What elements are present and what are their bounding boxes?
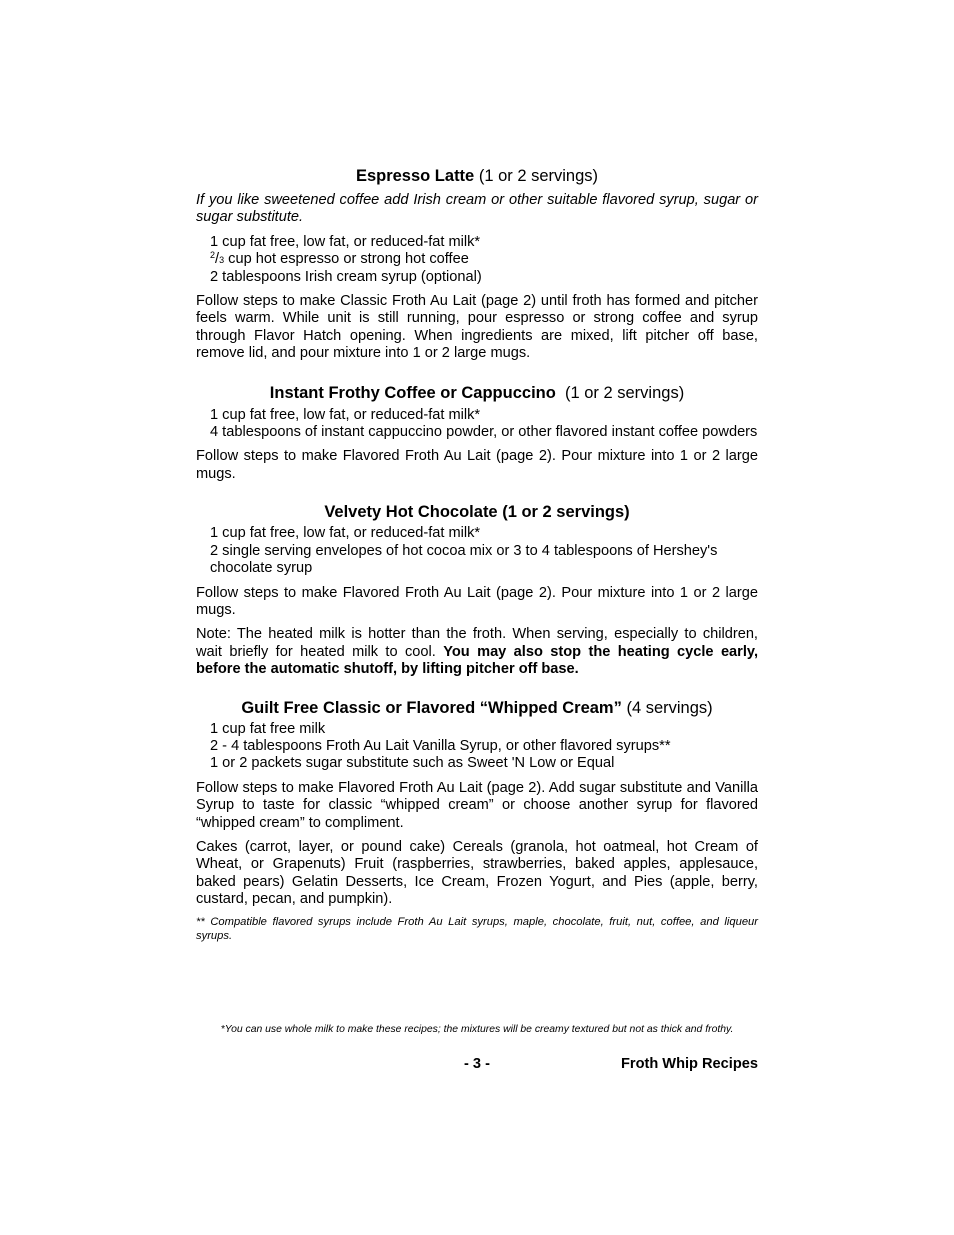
ingredient-list	[196, 525, 758, 577]
ingredient-text: cup hot espresso or strong hot coffee	[228, 251, 469, 268]
recipe-servings: (1 or 2 servings)	[478, 167, 599, 185]
recipe-heading-espresso-latte	[196, 166, 758, 187]
ingredient-item: 1 or 2 packets sugar substitute such as Sweet 'N Low or Equal	[210, 755, 615, 772]
recipe-directions: Follow steps to make Classic Froth Au Lait (page 2) until froth has formed and pitcher feels warm. While unit is still running, pour espresso or strong coffee and syrup through Flavor Hatch opening. When ingredients are mixed, lift pitcher off base, remove lid, and pour mixture into 1 or 2 large mugs.	[196, 293, 758, 362]
recipe-heading-whipped-cream	[196, 698, 758, 719]
ingredient-list	[196, 407, 758, 442]
ingredient-item	[210, 251, 758, 268]
ingredient-list	[196, 234, 758, 286]
footer-section-title: Froth Whip Recipes	[620, 1056, 758, 1072]
note-text: Note: The heated milk is hotter than the froth. When serving, especially to children, wait briefly for heated milk to cool.	[196, 626, 758, 660]
recipe-directions: Follow steps to make Flavored Froth Au Lait (page 2). Pour mixture into 1 or 2 large mugs.	[196, 584, 758, 618]
footnote-whole-milk-text: *You can use whole milk to make these recipes; the mixtures will be creamy textured but not as thick and frothy.	[220, 1024, 734, 1035]
page-number: - 3 -	[464, 1056, 490, 1072]
fraction-slash: /	[215, 251, 220, 268]
ingredient-item: 4 tablespoons of instant cappuccino powder, or other flavored instant coffee powders	[210, 424, 758, 441]
fraction-numerator: 2	[210, 250, 216, 261]
recipe-note	[196, 626, 758, 678]
footnote-whole-milk	[0, 1023, 954, 1036]
fraction-denominator: 3	[219, 255, 225, 266]
ingredient-item: 1 cup fat free, low fat, or reduced-fat milk*	[210, 233, 481, 250]
footnote-syrups: ** Compatible flavored syrups include Froth Au Lait syrups, maple, chocolate, fruit, nut, coffee, and liqueur syrups.	[196, 915, 758, 942]
ingredient-item: 2 single serving envelopes of hot cocoa mix or 3 to 4 tablespoons of Hershey's chocolate syrup	[210, 542, 718, 577]
recipe-page	[196, 166, 758, 943]
ingredient-item: 1 cup fat free, low fat, or reduced-fat milk*	[210, 525, 481, 542]
recipe-heading-instant-coffee	[196, 383, 758, 404]
ingredient-item: 1 cup fat free, low fat, or reduced-fat milk*	[210, 406, 481, 423]
recipe-heading-hot-chocolate	[196, 502, 758, 523]
ingredient-item: 2 tablespoons Irish cream syrup (optional)	[210, 268, 482, 285]
recipe-title: Guilt Free Classic or Flavored “Whipped Cream”	[241, 698, 622, 717]
recipe-servings: (1 or 2 servings)	[564, 383, 685, 402]
note-bold-text: You may also stop the heating cycle early, before the automatic shutoff, by lifting pitcher off base.	[196, 643, 758, 678]
recipe-directions: Follow steps to make Flavored Froth Au Lait (page 2). Add sugar substitute and Vanilla Syrup to taste for classic “whipped cream” or choose another syrup for flavored “whipped cream” to compliment.	[196, 779, 758, 831]
recipe-servings: (4 servings)	[626, 698, 713, 717]
recipe-title: Instant Frothy Coffee or Cappuccino	[269, 383, 556, 402]
ingredient-list	[196, 721, 758, 773]
recipe-intro: If you like sweetened coffee add Irish cream or other suitable flavored syrup, sugar or sugar substitute.	[196, 192, 758, 226]
recipe-title: Espresso Latte	[355, 167, 475, 185]
serving-ideas: Cakes (carrot, layer, or pound cake) Cereals (granola, hot oatmeal, hot Cream of Wheat, or Grapenuts) Fruit (raspberries, strawberries, baked apples, applesauce, baked pears) Gelatin Desserts, Ice Cream, Frozen Yogurt, and Pies (apple, berry, custard, pecan, and pumpkin).	[196, 838, 758, 908]
ingredient-item: 1 cup fat free milk	[210, 720, 326, 737]
ingredient-item: 2 - 4 tablespoons Froth Au Lait Vanilla Syrup, or other flavored syrups**	[210, 737, 671, 754]
recipe-title: Velvety Hot Chocolate (1 or 2 servings)	[324, 503, 630, 522]
recipe-directions: Follow steps to make Flavored Froth Au Lait (page 2). Pour mixture into 1 or 2 large mugs.	[196, 448, 758, 482]
